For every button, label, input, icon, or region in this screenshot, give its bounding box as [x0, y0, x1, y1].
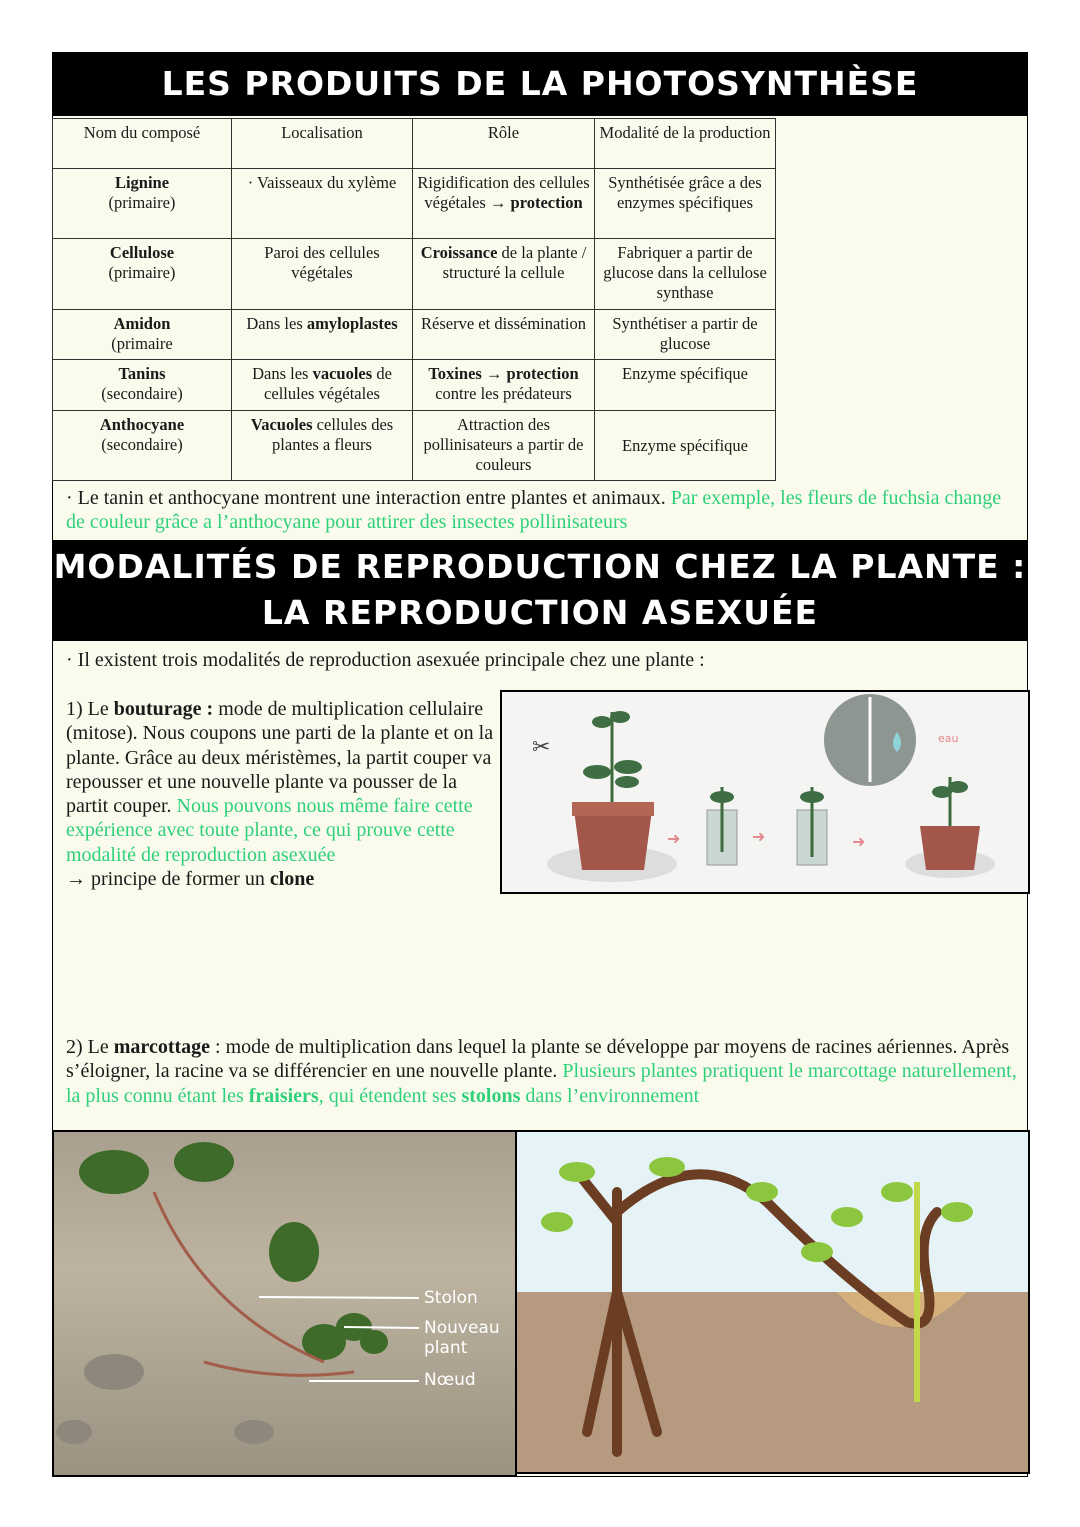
role-cell: Rigidification des cellules végétales → protection	[413, 169, 595, 239]
table-row	[53, 169, 776, 239]
note-example: Par exemple, les fleurs de fuchsia change de couleur grâce a l’anthocyane pour attirer des insectes pollinisateurs	[66, 487, 1002, 534]
col-header: Nom du composé	[53, 119, 232, 169]
intro: · Il existent trois modalités de reproduction asexuée principale chez une plante :	[66, 649, 705, 671]
table-row	[53, 310, 776, 360]
production-cell: Synthétiser a partir de glucose	[595, 310, 776, 360]
compound-cell: Lignine (primaire)	[53, 169, 232, 239]
compound-cell: Amidon (primaire	[53, 310, 232, 360]
svg-text:✂: ✂	[532, 734, 551, 759]
location-cell: · Vaisseaux du xylème	[232, 169, 413, 239]
compound-cell: Cellulose (primaire)	[53, 239, 232, 310]
role-cell: Croissance de la plante / structuré la cellule	[413, 239, 595, 310]
label-nouveau-plant: Nouveau plant	[424, 1318, 500, 1358]
col-header: Localisation	[232, 119, 413, 169]
col-header: Modalité de la production	[595, 119, 776, 169]
bouturage-illustration	[500, 690, 1030, 894]
strawberry-stolon-photo	[52, 1130, 517, 1477]
products-table	[52, 118, 776, 481]
production-cell: Enzyme spécifique	[595, 360, 776, 411]
title-line2: LA REPRODUCTION ASEXUÉE	[261, 593, 819, 632]
location-cell: Dans les vacuoles de cellules végétales	[232, 360, 413, 411]
eau-label: eau	[938, 732, 959, 745]
role-cell: Toxines → protection contre les prédateurs	[413, 360, 595, 411]
table-row	[53, 239, 776, 310]
section1-title: LES PRODUITS DE LA PHOTOSYNTHÈSE	[52, 52, 1028, 115]
production-cell: Fabriquer a partir de glucose dans la cellulose synthase	[595, 239, 776, 310]
svg-text:➜: ➜	[752, 829, 766, 846]
svg-text:➜: ➜	[852, 834, 866, 851]
layering-graphic	[517, 1132, 1028, 1472]
note-text: · Le tanin et anthocyane montrent une interaction entre plantes et animaux.	[66, 487, 671, 509]
marcottage-diagram	[515, 1130, 1030, 1474]
col-header: Rôle	[413, 119, 595, 169]
production-cell: Enzyme spécifique	[595, 411, 776, 481]
location-cell: Vacuoles cellules des plantes a fleurs	[232, 411, 413, 481]
svg-text:➜: ➜	[667, 831, 681, 848]
label-stolon: Stolon	[424, 1288, 478, 1308]
table-row	[53, 360, 776, 411]
note	[66, 486, 1016, 535]
role-cell: Réserve et dissémination	[413, 310, 595, 360]
location-cell: Paroi des cellules végétales	[232, 239, 413, 310]
compound-cell: Anthocyane (secondaire)	[53, 411, 232, 481]
compound-cell: Tanins (secondaire)	[53, 360, 232, 411]
role-cell: Attraction des pollinisateurs a partir de couleurs	[413, 411, 595, 481]
table-row	[53, 411, 776, 481]
cutting-steps-graphic	[502, 692, 1028, 892]
marcottage-paragraph: 2) Le marcottage : mode de multiplication dans lequel la plante se développe par moyens de racines aériennes. Après s’éloigner, la racine va se différencier en une nouvelle plante. Plusieurs plantes pratiquent le marcottage naturellement, la plus connu étant les fraisiers, qui étendent ses stolons dans l’environnement	[66, 1036, 1017, 1107]
bouturage-paragraph: 1) Le bouturage : mode de multiplication cellulaire (mitose). Nous coupons une parti de la plante et on la plante. Grâce au deux méristèmes, la partit couper va repousser et une nouvelle plante va pousser de la partit couper. Nous pouvons nous même faire cette expérience avec toute plante, ce qui prouve cette modalité de reproduction asexuée → principe de former un clone	[66, 698, 494, 891]
title-line1: MODALITÉS DE REPRODUCTION CHEZ LA PLANTE :	[53, 547, 1027, 586]
section2-title	[52, 540, 1028, 640]
location-cell: Dans les amyloplastes	[232, 310, 413, 360]
label-noeud: Nœud	[424, 1370, 476, 1390]
production-cell: Synthétisée grâce a des enzymes spécifiques	[595, 169, 776, 239]
table-header-row	[53, 119, 776, 169]
